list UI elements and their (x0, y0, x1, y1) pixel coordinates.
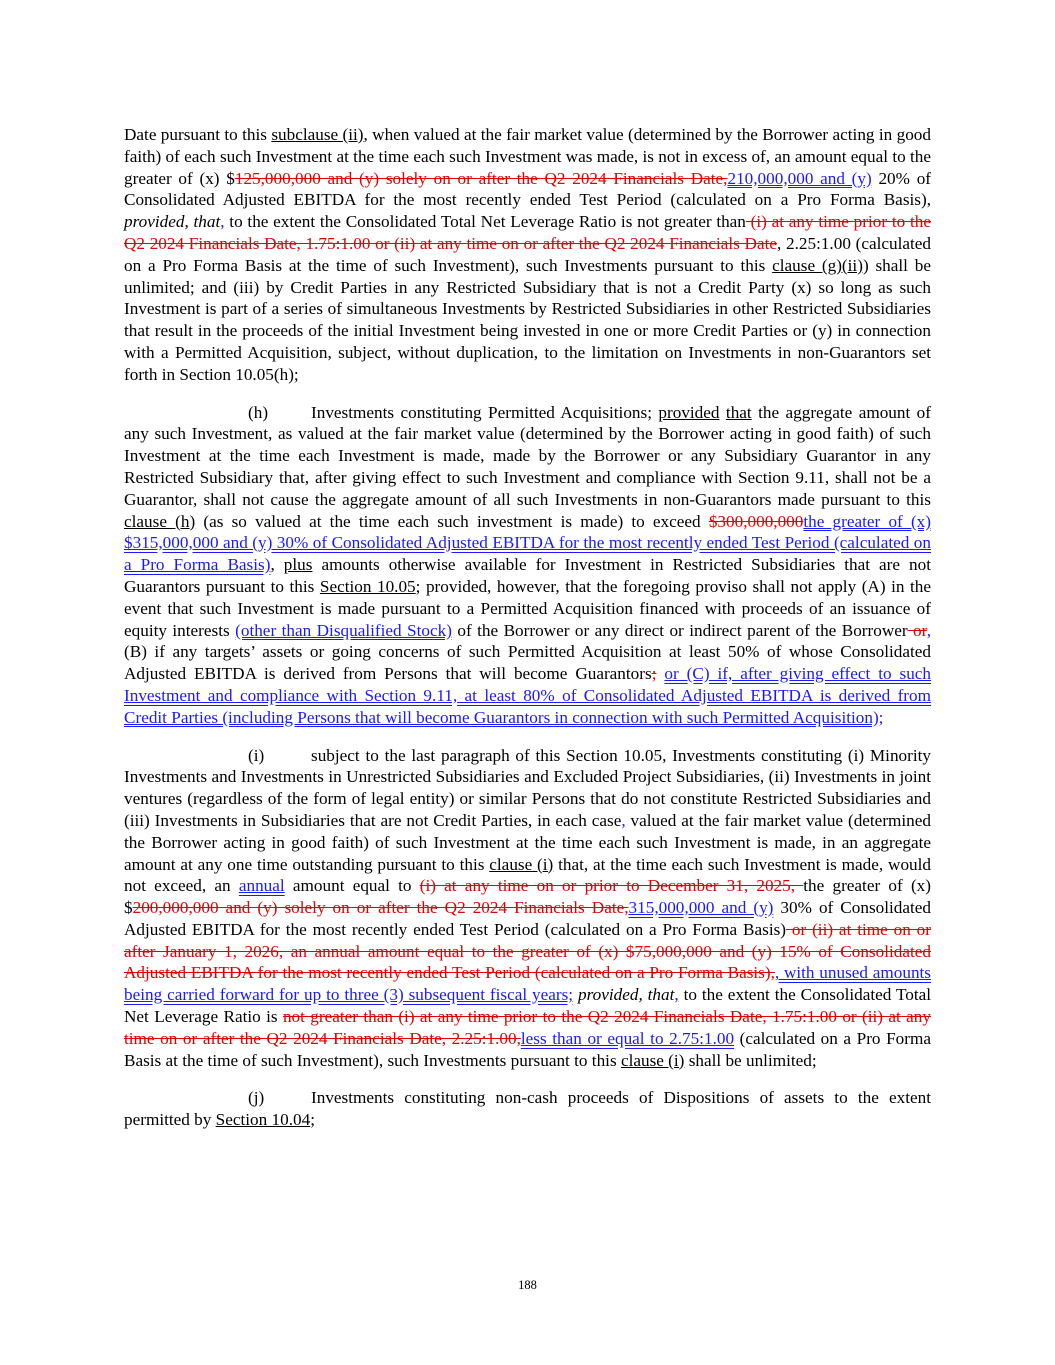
text-run: 20% of Consolidated Adjusted EBITDA for the most recently ended Test Period (calculated on a Pro Forma Basis), (124, 168, 932, 210)
inserted-text: 210,000,000 and (y) (727, 168, 872, 188)
underlined-reference: clause (i) (620, 1050, 685, 1070)
clause-label: (h) (248, 402, 269, 422)
document-page (124, 124, 931, 1147)
text-run: amounts otherwise available for Investment in Restricted Subsidiaries that are not Guarantors pursuant to this (124, 555, 932, 596)
text-run: to the extent the Consolidated Total Net Leverage Ratio is (124, 985, 932, 1027)
deleted-text: 200,000,000 and (y) solely on or after the Q2 2024 Financials Date, (132, 898, 629, 918)
deleted-text: $300,000,000 (708, 511, 804, 531)
text-run: amount equal to (284, 876, 420, 896)
text-run: Investments constituting non-cash proceeds of Dispositions of assets to the extent permitted by (124, 1088, 931, 1130)
deleted-text: or (907, 620, 927, 640)
deleted-text: (i) at any time on or prior to December 31, 2025, (419, 876, 804, 896)
inserted-text: 315,000,000 and (y) (628, 898, 774, 918)
underlined-reference: plus (283, 555, 313, 575)
clause-label: (j) (248, 1088, 265, 1108)
paragraph-j (124, 1087, 931, 1131)
text-run: the aggregate amount of any such Investment, as valued at the fair market value (determined by the Borrower acting in good faith) of such Investment at the time each Investment is made, made by the Borrower or any Subsidiary Guarantor in any Restricted Subsidiary that, after giving effect to such Investment and compliance with Section 9.11, shall not be a Guarantor, shall not cause the aggregate amount of all such Investments in non-Guarantors made pursuant to this (124, 402, 931, 509)
underlined-reference: clause (g)(ii) (772, 255, 863, 275)
text-run: the greater of (x) $ (124, 876, 931, 918)
deleted-text: not greater than (i) at any time prior to the Q2 2024 Financials Date, 1.75:1.00 or (ii) at any time on or after the Q2 2024 Financials Date, 2.25:1.00, (124, 1007, 931, 1048)
inserted-text: annual (238, 876, 285, 896)
text-run: (as so valued at the time each such investment is made) to exceed (195, 511, 709, 531)
text-run: , when valued at the fair market value (determined by the Borrower acting in good faith) of each such Investment at the time each such Investment was made, is not in excess of, an amount equal to the greater of (x) $ (124, 125, 931, 188)
inserted-text: (other than Disqualified Stock) (235, 620, 452, 640)
text-run: that, at the time each such Investment is made, would not exceed, an (124, 854, 931, 896)
deleted-text: ; (651, 664, 657, 684)
text-run: 30% of Consolidated Adjusted EBITDA for the most recently ended Test Period (calculated on a Pro Forma Basis) (124, 898, 932, 939)
text-run: subject to the last paragraph of this Section 10.05, Investments constituting (i) Minority Investments and Investments in Unrestricted Subsidiaries and Excluded Project Subsidiaries, (ii) Investments in joint ventures (regardless of the form of legal entity) or similar Persons that do not constitute Restricted Subsidiaries and (iii) Investments in Subsidiaries that are not Credit Parties, in each case (124, 745, 931, 830)
inserted-text: the greater of (x) $315,000,000 and (y) 30% of Consolidated Adjusted EBITDA for the most recently ended Test Period (calculated on a Pro Forma Basis) (124, 511, 931, 575)
text-run: (B) if any targets’ assets or going concerns of such Permitted Acquisition at least 50% of whose Consolidated Adjusted EBITDA is derived from Persons that will become Guarantors (124, 642, 931, 684)
text-run: of the Borrower or any direct or indirect parent of the Borrower (451, 620, 908, 640)
underlined-reference: clause (i) (489, 854, 554, 874)
text-run: ) shall be unlimited; and (iii) by Credit Parties in any Restricted Subsidiary that is not a Credit Party (x) so long as such Investment is part of a series of simultaneous Investments by Restricted Subsidiaries in other Restricted Subsidiaries that result in the proceeds of the initial Investment being invested in one or more Credit Parties or (y) in connection with a Permitted Acquisition, subject, without duplication, to the limitation on Investments in non-Guarantors set forth in Section 10.05(h); (124, 255, 931, 384)
page-number: 188 (518, 1278, 537, 1292)
underlined-reference: that (725, 402, 752, 422)
paragraph-i (124, 745, 931, 1072)
text-run: ; (310, 1110, 315, 1130)
inserted-text: , (674, 985, 679, 1005)
inserted-text: less than or equal to 2.75:1.00 (520, 1028, 735, 1048)
text-run: valued at the fair market value (determined the Borrower acting in good faith) of such Investment at the time each such Investment is made, in an aggregate amount at any one time outstanding pursuant to this (124, 810, 931, 874)
text-run: (calculated on a Pro Forma Basis at the time of such Investment), such Investments pursuant to this (124, 1028, 931, 1070)
underlined-reference: Section 10.04 (215, 1110, 311, 1130)
inserted-text: , (220, 212, 225, 232)
inserted-text: , (621, 810, 626, 830)
underlined-reference: Section 10.05 (319, 576, 416, 596)
deleted-text: or (ii) at time on or after January 1, 2026, an annual amount equal to the greater of (x) $75,000,000 and (y) 15% of Consolidated Adjusted EBITDA for the most recently ended Test Period (calculated on a Pro Forma Basis), (124, 919, 931, 983)
inserted-text: or (C) if, after giving effect to such Investment and compliance with Section 9.11, at least 80% of Consolidated Adjusted EBITDA is derived from Credit Parties (including Persons that will become Guarantors in connection with such Permitted Acquisition); (124, 664, 932, 727)
paragraph-g-continuation (124, 124, 931, 386)
text-run: ; provided, however, that the foregoing proviso shall not apply (A) in the event that such Investment is made pursuant to a Permitted Acquisition financed with proceeds of an issuance of equity interests (124, 576, 931, 640)
paragraph-h (124, 402, 931, 729)
italic-text: provided, that (124, 212, 221, 232)
deleted-text: (i) at any time prior to the Q2 2024 Financials Date, 1.75:1.00 or (ii) at any time on or after the Q2 2024 Financials Date (124, 212, 931, 253)
text-run: Date pursuant to this (124, 125, 272, 144)
text-run: to the extent the Consolidated Total Net Leverage Ratio is not greater than (224, 212, 746, 232)
text-run: , (270, 555, 284, 575)
text-run: shall be unlimited; (684, 1050, 817, 1070)
text-run: , 2.25:1.00 (calculated on a Pro Forma Basis at the time of such Investment), such Investments pursuant to this (124, 233, 931, 275)
inserted-text: , (926, 620, 931, 640)
italic-text: provided, that (577, 985, 675, 1005)
clause-label: (i) (248, 745, 265, 765)
underlined-reference: clause (h) (124, 511, 196, 531)
inserted-text: , with unused amounts being carried forward for up to three (3) subsequent fiscal years; (124, 963, 932, 1005)
underlined-reference: subclause (ii) (271, 125, 364, 144)
underlined-reference: provided (658, 402, 720, 422)
deleted-text: 125,000,000 and (y) solely on or after the Q2 2024 Financials Date, (234, 168, 728, 188)
text-run: Investments constituting Permitted Acquisitions; (311, 402, 659, 422)
